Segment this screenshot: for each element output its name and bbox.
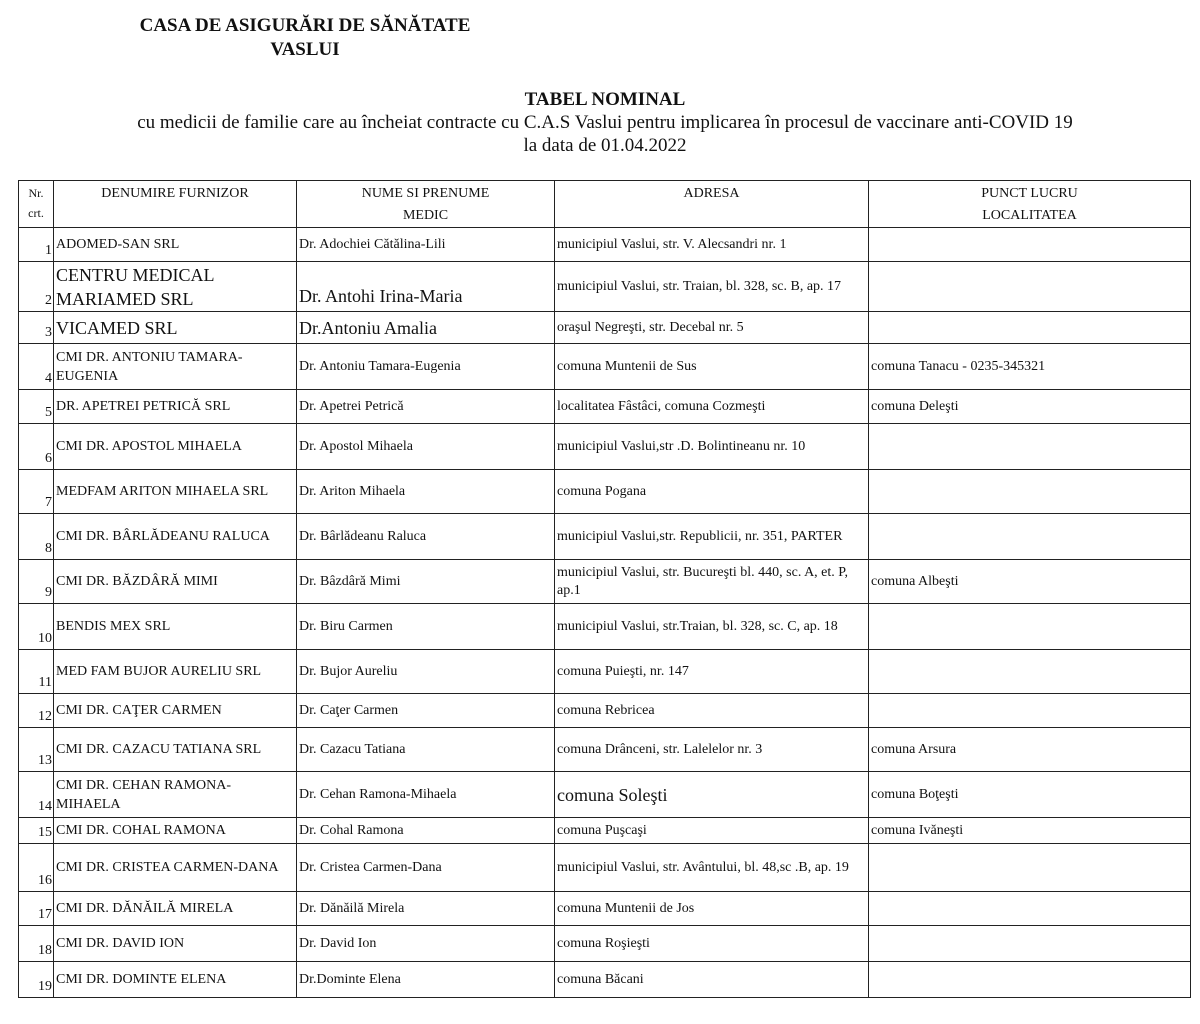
column-header-address: ADRESA [555, 181, 869, 228]
document-title: TABEL NOMINAL [524, 89, 686, 110]
cell-address: municipiul Vaslui, str. Avântului, bl. 48,sc .B, ap. 19 [555, 844, 869, 892]
column-header-doctor-line1: NUME SI PRENUME [361, 186, 490, 201]
cell-nr: 11 [19, 650, 54, 694]
cell-workpoint: comuna Albeşti [869, 560, 1191, 604]
organization-name [100, 14, 510, 62]
cell-address: comuna Muntenii de Sus [555, 344, 869, 390]
cell-address: comuna Puşcaşi [555, 818, 869, 844]
cell-workpoint [869, 262, 1191, 312]
cell-nr: 1 [19, 228, 54, 262]
cell-address: comuna Muntenii de Jos [555, 892, 869, 926]
table-row [19, 604, 1191, 650]
document-date: la data de 01.04.2022 [523, 135, 687, 156]
cell-doctor: Dr. Caţer Carmen [297, 694, 555, 728]
cell-workpoint [869, 962, 1191, 998]
cell-doctor: Dr. Cristea Carmen-Dana [297, 844, 555, 892]
cell-nr: 17 [19, 892, 54, 926]
table-row [19, 262, 1191, 312]
cell-doctor: Dr. Cazacu Tatiana [297, 728, 555, 772]
cell-provider: MED FAM BUJOR AURELIU SRL [54, 650, 297, 694]
cell-nr: 8 [19, 514, 54, 560]
table-row [19, 926, 1191, 962]
cell-nr: 14 [19, 772, 54, 818]
cell-address: comuna Puieşti, nr. 147 [555, 650, 869, 694]
cell-workpoint [869, 470, 1191, 514]
cell-address: municipiul Vaslui, str.Traian, bl. 328, sc. C, ap. 18 [555, 604, 869, 650]
table-row [19, 892, 1191, 926]
cell-nr: 9 [19, 560, 54, 604]
cell-doctor: Dr. Dănăilă Mirela [297, 892, 555, 926]
cell-address: comuna Rebricea [555, 694, 869, 728]
cell-workpoint [869, 424, 1191, 470]
cell-doctor: Dr. David Ion [297, 926, 555, 962]
cell-nr: 13 [19, 728, 54, 772]
organization-line-1: CASA DE ASIGURĂRI DE SĂNĂTATE [139, 15, 471, 36]
cell-nr: 2 [19, 262, 54, 312]
cell-nr: 16 [19, 844, 54, 892]
cell-nr: 19 [19, 962, 54, 998]
cell-address: municipiul Vaslui, str. Traian, bl. 328, sc. B, ap. 17 [555, 262, 869, 312]
cell-provider: MEDFAM ARITON MIHAELA SRL [54, 470, 297, 514]
cell-doctor: Dr. Biru Carmen [297, 604, 555, 650]
column-header-provider: DENUMIRE FURNIZOR [54, 181, 297, 228]
organization-line-2: VASLUI [270, 39, 340, 60]
table-row [19, 694, 1191, 728]
cell-doctor: Dr. Bujor Aureliu [297, 650, 555, 694]
cell-address: oraşul Negreşti, str. Decebal nr. 5 [555, 312, 869, 344]
cell-provider: CMI DR. CRISTEA CARMEN-DANA [54, 844, 297, 892]
cell-workpoint [869, 604, 1191, 650]
cell-workpoint [869, 228, 1191, 262]
document-subtitle: cu medicii de familie care au încheiat contracte cu C.A.S Vaslui pentru implicarea în procesul de vaccinare anti-COVID 19 [137, 112, 1073, 133]
column-header-nr [19, 181, 54, 228]
cell-nr: 3 [19, 312, 54, 344]
cell-workpoint: comuna Deleşti [869, 390, 1191, 424]
cell-address: municipiul Vaslui,str. Republicii, nr. 351, PARTER [555, 514, 869, 560]
cell-address: comuna Soleşti [555, 772, 869, 818]
table-row [19, 470, 1191, 514]
column-header-nr-line2: crt. [28, 206, 44, 220]
doctors-table [18, 180, 1191, 998]
cell-provider: CMI DR. BÂRLĂDEANU RALUCA [54, 514, 297, 560]
table-row [19, 772, 1191, 818]
table-row [19, 728, 1191, 772]
cell-workpoint [869, 892, 1191, 926]
cell-doctor: Dr. Cehan Ramona-Mihaela [297, 772, 555, 818]
cell-provider: ADOMED-SAN SRL [54, 228, 297, 262]
column-header-doctor-line2: MEDIC [402, 208, 449, 223]
cell-doctor: Dr. Ariton Mihaela [297, 470, 555, 514]
cell-doctor: Dr. Bâzdâră Mimi [297, 560, 555, 604]
table-row [19, 650, 1191, 694]
cell-workpoint [869, 926, 1191, 962]
cell-provider: CMI DR. DAVID ION [54, 926, 297, 962]
table-row [19, 560, 1191, 604]
cell-workpoint: comuna Ivăneşti [869, 818, 1191, 844]
cell-address: comuna Drânceni, str. Lalelelor nr. 3 [555, 728, 869, 772]
column-header-workpoint-line2: LOCALITATEA [982, 208, 1077, 223]
document-heading [0, 88, 1200, 157]
table-row [19, 514, 1191, 560]
cell-provider: CMI DR. CAŢER CARMEN [54, 694, 297, 728]
cell-nr: 12 [19, 694, 54, 728]
cell-doctor: Dr. Bârlădeanu Raluca [297, 514, 555, 560]
cell-doctor: Dr. Antoniu Tamara-Eugenia [297, 344, 555, 390]
cell-workpoint [869, 844, 1191, 892]
cell-workpoint: comuna Boţeşti [869, 772, 1191, 818]
cell-workpoint: comuna Arsura [869, 728, 1191, 772]
table-row [19, 424, 1191, 470]
cell-provider: VICAMED SRL [54, 312, 297, 344]
cell-workpoint [869, 514, 1191, 560]
cell-doctor: Dr. Cohal Ramona [297, 818, 555, 844]
cell-provider: CMI DR. DOMINTE ELENA [54, 962, 297, 998]
cell-address: comuna Pogana [555, 470, 869, 514]
cell-nr: 18 [19, 926, 54, 962]
cell-provider: CMI DR. COHAL RAMONA [54, 818, 297, 844]
cell-workpoint [869, 694, 1191, 728]
cell-doctor: Dr. Antohi Irina-Maria [297, 262, 555, 312]
table-row [19, 962, 1191, 998]
cell-provider: CMI DR. BĂZDÂRĂ MIMI [54, 560, 297, 604]
cell-address: localitatea Fâstâci, comuna Cozmeşti [555, 390, 869, 424]
cell-nr: 5 [19, 390, 54, 424]
table-row [19, 844, 1191, 892]
cell-doctor: Dr. Apetrei Petrică [297, 390, 555, 424]
table-row [19, 312, 1191, 344]
cell-doctor: Dr. Apostol Mihaela [297, 424, 555, 470]
cell-doctor: Dr.Dominte Elena [297, 962, 555, 998]
column-header-workpoint [869, 181, 1191, 228]
table-row [19, 344, 1191, 390]
cell-workpoint [869, 650, 1191, 694]
cell-provider: CMI DR. ANTONIU TAMARA-EUGENIA [54, 344, 297, 390]
cell-provider: CMI DR. CEHAN RAMONA-MIHAELA [54, 772, 297, 818]
column-header-workpoint-line1: PUNCT LUCRU [981, 186, 1078, 201]
cell-nr: 6 [19, 424, 54, 470]
cell-doctor: Dr.Antoniu Amalia [297, 312, 555, 344]
cell-provider: CENTRU MEDICAL MARIAMED SRL [54, 262, 297, 312]
table-row [19, 228, 1191, 262]
table-row [19, 390, 1191, 424]
cell-nr: 4 [19, 344, 54, 390]
cell-doctor: Dr. Adochiei Cătălina-Lili [297, 228, 555, 262]
cell-workpoint [869, 312, 1191, 344]
cell-provider: CMI DR. CAZACU TATIANA SRL [54, 728, 297, 772]
cell-nr: 10 [19, 604, 54, 650]
cell-provider: CMI DR. DĂNĂILĂ MIRELA [54, 892, 297, 926]
cell-nr: 15 [19, 818, 54, 844]
cell-provider: BENDIS MEX SRL [54, 604, 297, 650]
cell-nr: 7 [19, 470, 54, 514]
cell-provider: CMI DR. APOSTOL MIHAELA [54, 424, 297, 470]
cell-address: municipiul Vaslui, str. Bucureşti bl. 440, sc. A, et. P, ap.1 [555, 560, 869, 604]
cell-provider: DR. APETREI PETRICĂ SRL [54, 390, 297, 424]
cell-workpoint: comuna Tanacu - 0235-345321 [869, 344, 1191, 390]
cell-address: municipiul Vaslui,str .D. Bolintineanu nr. 10 [555, 424, 869, 470]
table-row [19, 818, 1191, 844]
cell-address: municipiul Vaslui, str. V. Alecsandri nr. 1 [555, 228, 869, 262]
column-header-doctor [297, 181, 555, 228]
cell-address: comuna Roşieşti [555, 926, 869, 962]
column-header-nr-line1: Nr. [28, 186, 44, 200]
cell-address: comuna Băcani [555, 962, 869, 998]
table-header-row [19, 181, 1191, 228]
